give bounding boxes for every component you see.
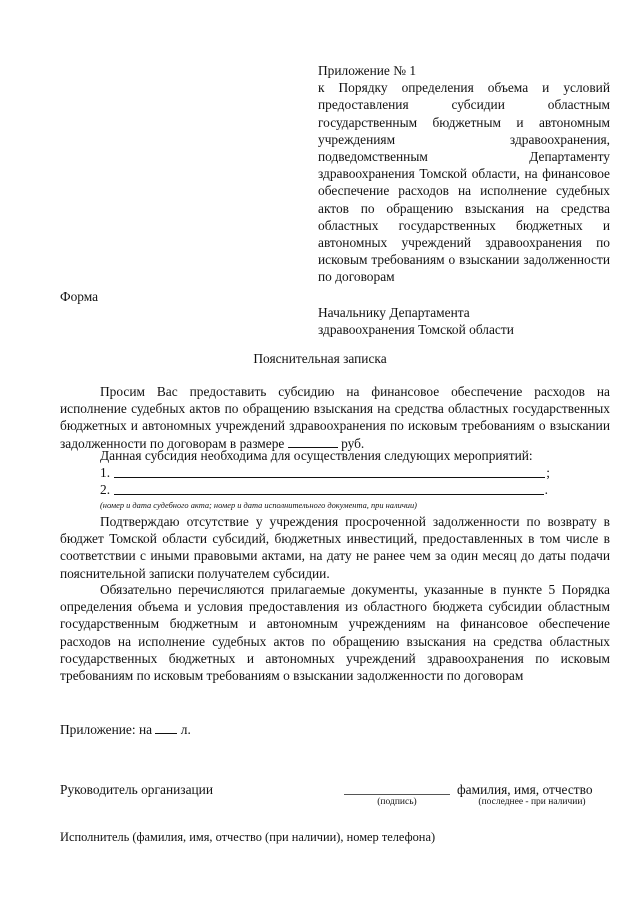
request-paragraph — [60, 383, 610, 452]
appendix-text: к Порядку определения объема и условий предоставления субсидии областным государственным бюджетным и автономным учреждениям здравоохранения, подведомственным Департаменту здравоохранения Томской области, на финансовое обеспечение расходов на исполнение судебных актов по обращению взыскания на средства областных государственных бюджетных и автономных учреждений здравоохранения по исковым требованиям о взыскании задолженности по договорам — [318, 80, 610, 285]
measure-item-2 — [100, 481, 548, 498]
addressee-block — [318, 304, 610, 338]
documents-paragraph: Обязательно перечисляются прилагаемые документы, указанные в пункте 5 Порядка определения объема и условия предоставления из областного бюджета субсидии областным государственным бюджетным и автономным учреждениям на финансовое обеспечение расходов на исполнение судебных актов по обращению взыскания на средства областных государственных бюджетных и автономных учреждений здравоохранения по исковым требованиям по исковым требованиям о взыскании задолженности по договорам — [60, 582, 610, 684]
measures-note: (номер и дата судебного акта; номер и дата исполнительного документа, при наличии) — [100, 501, 417, 510]
measures-intro: Данная субсидия необходима для осуществления следующих мероприятий: — [100, 448, 533, 463]
measure-item-2-blank[interactable] — [114, 494, 544, 495]
name-caption: (последнее - при наличии) — [478, 797, 586, 807]
signature-caption: (подпись) — [377, 797, 417, 807]
signature-role: Руководитель организации — [60, 782, 214, 797]
request-suffix: руб. — [341, 435, 365, 451]
measure-item-1-blank[interactable] — [114, 477, 545, 478]
attachment-pages-blank[interactable] — [155, 733, 177, 734]
measure-item-1-number: 1. — [100, 465, 111, 480]
measure-item-2-number: 2. — [100, 482, 111, 497]
executor-line: Исполнитель (фамилия, имя, отчество (при наличии), номер телефона) — [60, 830, 436, 844]
attachment-suffix: л. — [180, 722, 191, 737]
measure-item-1-end: ; — [546, 465, 550, 480]
appendix-block — [318, 62, 610, 286]
addressee-line-2: здравоохранения Томской области — [318, 322, 514, 338]
signature-line[interactable] — [344, 794, 450, 795]
request-text: Просим Вас предоставить субсидию на финансовое обеспечение расходов на исполнение судебных актов по обращению взыскания на средства областных государственных бюджетных и автономных учреждений здравоохранения по исковым требованиям о взыскании задолженности по договорам в размере — [60, 384, 610, 451]
attachment-line — [60, 721, 191, 738]
measure-item-1 — [100, 464, 550, 481]
confirm-paragraph: Подтверждаю отсутствие у учреждения просроченной задолженности по возврату в бюджет Томской области субсидий, бюджетных инвестиций, предоставленных в том числе в соответствии с иными правовыми актами, на дату не ранее чем за один месяц до даты подачи пояснительной записки получателем субсидии. — [60, 514, 610, 581]
measure-item-2-end: . — [544, 482, 548, 497]
signature-name-label: фамилия, имя, отчество — [457, 782, 593, 797]
addressee-line-1: Начальнику Департамента — [318, 305, 470, 320]
appendix-title: Приложение № 1 — [318, 63, 417, 78]
attachment-prefix: Приложение: на — [60, 722, 153, 737]
form-label: Форма — [60, 289, 99, 304]
document-title: Пояснительная записка — [253, 351, 387, 366]
